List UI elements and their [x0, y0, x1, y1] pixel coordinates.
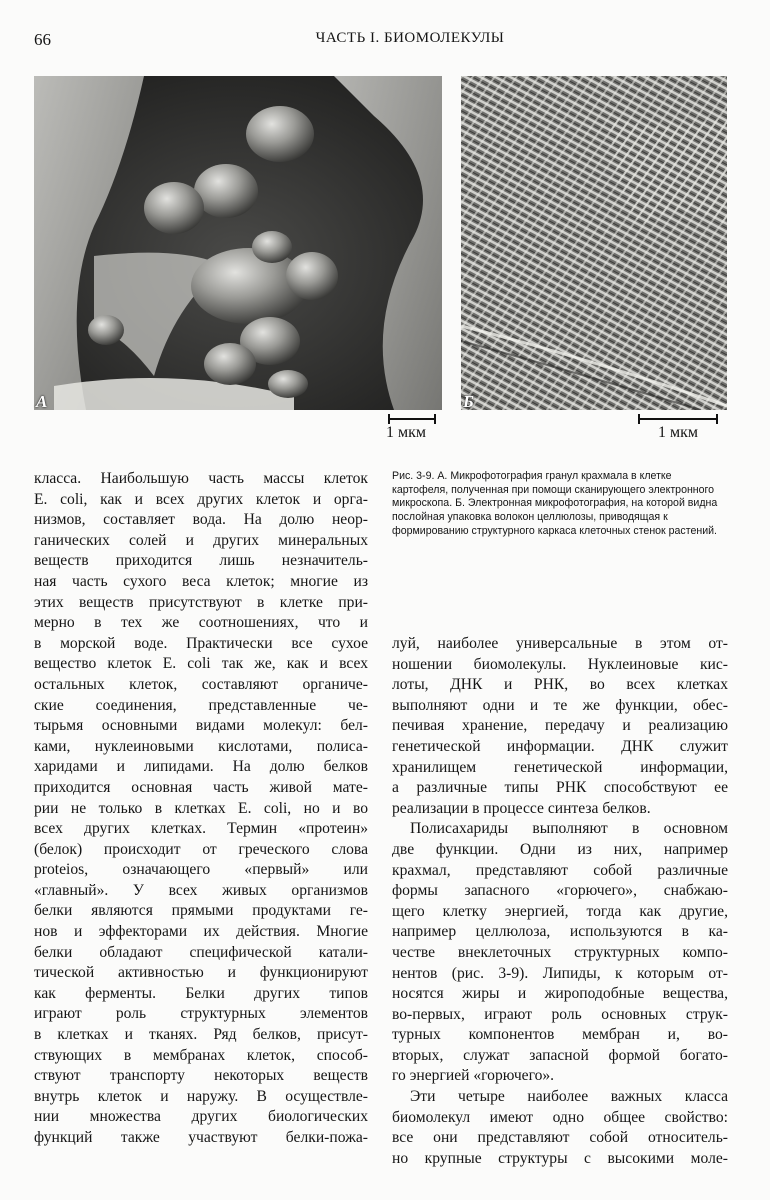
cellulose-fibers-image [461, 76, 727, 410]
left-text-column [34, 469, 368, 1149]
text-line: (белок) происходит от греческого слова [34, 840, 368, 858]
text-line: во-первых, играют роль основных струк- [392, 1005, 728, 1023]
text-line: биомолекул имеют одно общее свойство: [392, 1108, 728, 1126]
text-line: а различные типы РНК способствуют ее [392, 779, 728, 797]
text-line: нии множества других биологических [34, 1108, 368, 1126]
text-line: харидами и липидами. На долю белков [34, 758, 368, 776]
text-line: луй, наиболее универсальные в этом от- [392, 635, 728, 652]
running-title: ЧАСТЬ I. БИОМОЛЕКУЛЫ [315, 30, 505, 46]
text-line: например целлюлоза, используются в ка- [392, 923, 728, 941]
text-line: нентов (рис. 3-9). Липиды, к которым от- [392, 964, 728, 982]
text-line: Полисахариды выполняют в основном [410, 820, 728, 838]
text-line: класса. Наибольшую часть массы клеток [34, 470, 368, 487]
figure-caption: Рис. 3-9. А. Микрофотография гранул крахмала в клетке картофеля, полученная при помощи сканирующего электронного микроскопа. Б. Электронная микрофотография, на которой видна послойная упаковка волокон целлюлозы, приводящая к формированию структурного каркаса клеточных стенок растений. [392, 470, 718, 537]
text-line: веществ приходится лишь незначитель- [34, 552, 368, 570]
text-line: турных компонентов мембран и, во- [392, 1026, 728, 1044]
text-line: ношении биомолекулы. Нуклеиновые кис- [392, 655, 728, 673]
text-line: щего клетку энергией, тогда как другие, [392, 902, 728, 920]
text-line: Эти четыре наиболее важных класса [410, 1088, 728, 1106]
text-line: лоты, ДНК и РНК, во всех клетках [392, 676, 728, 694]
scale-bar-a-label: 1 мкм [386, 424, 427, 441]
text-line: генетической информации. ДНК служит [392, 737, 728, 755]
scale-bar-a-line [388, 418, 436, 420]
text-line: ствуют транспорту некоторых веществ [34, 1067, 368, 1085]
text-line: ками, нуклеиновыми кислотами, полиса- [34, 737, 368, 755]
panel-b-label: Б [463, 392, 474, 411]
text-line: вторых, служат запасной формой богато- [392, 1046, 728, 1064]
text-line: ная часть сухого веса клеток; многие из [34, 572, 368, 590]
text-line: функций также участвуют белки-пожа- [34, 1129, 368, 1146]
text-line: но крупные структуры с высокими моле- [392, 1149, 728, 1167]
text-line: низмов, составляет вода. На долю неор- [34, 511, 368, 529]
text-line: две функции. Одни из них, например [392, 840, 728, 858]
text-line: все они представляют собой относитель- [392, 1129, 728, 1147]
scale-bar-b-line [638, 418, 718, 420]
text-line: этих веществ присутствуют в клетке при- [34, 593, 368, 611]
text-line: вещество клеток E. coli так же, как и всех [34, 655, 368, 673]
text-line: формы запасного «горючего», снабжаю- [392, 882, 728, 900]
text-line: E. coli, как и всех других клеток и орга- [34, 490, 368, 508]
text-line: внутрь клеток и наружу. В осуществле- [34, 1087, 368, 1105]
text-line: ствующих в мембранах клеток, способ- [34, 1046, 368, 1064]
page-number: 66 [34, 30, 51, 49]
right-text-column [392, 634, 728, 1169]
text-line: играют роль структурных элементов [34, 1005, 368, 1023]
text-line: го энергией «горючего». [392, 1067, 555, 1085]
text-line: печивая хранение, передачу и реализацию [392, 717, 728, 735]
text-line: реализации в процессе синтеза белков. [392, 799, 651, 817]
text-line: в морской воде. Практически все сухое [34, 634, 368, 652]
text-line: «главный». У всех живых организмов [34, 881, 368, 899]
text-line: белки являются прямыми продуктами ге- [34, 902, 368, 920]
micrograph-starch-granules [34, 76, 442, 410]
text-line: выполняют одни и те же функции, обес- [392, 696, 728, 714]
text-line: ские соединения, представленные че- [34, 696, 368, 714]
text-line: носятся жиры и жироподобные вещества, [392, 985, 728, 1003]
text-line: ганических солей и других минеральных [34, 531, 368, 549]
text-line: остальных клеток, составляют органиче- [34, 675, 368, 693]
panel-a-label: А [36, 392, 48, 411]
scale-bar-b-label: 1 мкм [657, 424, 699, 441]
text-line: крахмал, представляют собой различные [392, 861, 728, 879]
starch-granules-image [34, 76, 442, 410]
text-line: тырьмя основными видами молекул: бел- [34, 717, 368, 735]
scale-bar-a [386, 418, 438, 442]
text-line: как ферменты. Белки других типов [34, 984, 368, 1002]
text-line: хранилищем генетической информации, [392, 758, 728, 776]
text-line: рии не только в клетках E. coli, но и во [34, 799, 368, 817]
text-line: всех других клетках. Термин «протеин» [34, 820, 368, 838]
text-line: тической активностью и функционируют [34, 964, 368, 982]
text-line: приходится основная часть живой мате- [34, 778, 368, 796]
text-line: в клетках и тканях. Ряд белков, присут- [34, 1026, 368, 1044]
scale-bar-b [636, 418, 720, 442]
text-line: нов и эффекторами их действия. Многие [34, 923, 368, 941]
text-line: честве внеклеточных структурных компо- [392, 943, 728, 961]
micrograph-cellulose-fibers [461, 76, 727, 410]
text-line: proteios, означающего «первый» или [34, 861, 368, 879]
text-line: мерно в тех же соотношениях, что и [34, 614, 368, 632]
text-line: белки обладают специфической катали- [34, 943, 368, 961]
